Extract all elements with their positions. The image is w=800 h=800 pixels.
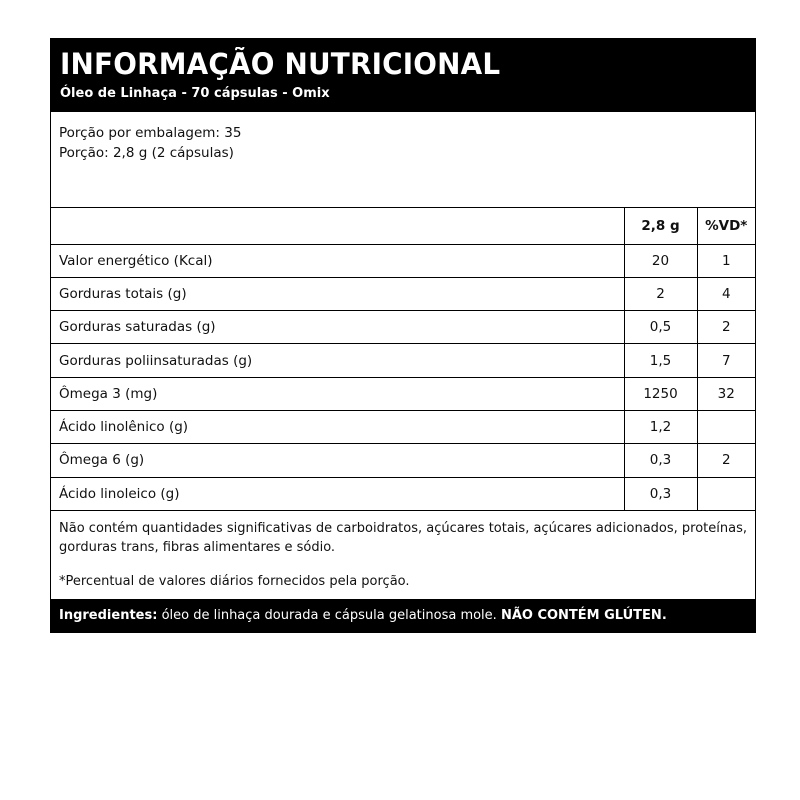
table-row bbox=[51, 477, 755, 510]
nutrient-vd: 7 bbox=[697, 344, 755, 377]
product-name: Óleo de Linhaça - 70 cápsulas - Omix bbox=[60, 86, 330, 101]
portions-per-package: Porção por embalagem: 35 bbox=[59, 125, 242, 141]
table-row bbox=[51, 311, 755, 344]
serving-size: Porção: 2,8 g (2 cápsulas) bbox=[59, 145, 234, 161]
table-row bbox=[51, 244, 755, 277]
header-nutrient bbox=[51, 208, 624, 244]
nutrient-amount: 20 bbox=[624, 244, 697, 277]
nutrient-vd: 2 bbox=[697, 311, 755, 344]
label-title: INFORMAÇÃO NUTRICIONAL bbox=[60, 47, 501, 81]
gluten-warning: NÃO CONTÉM GLÚTEN. bbox=[500, 607, 667, 623]
ingredients-text: óleo de linhaça dourada e cápsula gelatinosa mole. bbox=[157, 607, 501, 623]
nutrient-vd: 1 bbox=[697, 244, 755, 277]
nutrient-amount: 1,5 bbox=[624, 344, 697, 377]
nutrient-amount: 0,5 bbox=[624, 311, 697, 344]
nutrient-name: Gorduras totais (g) bbox=[51, 277, 624, 310]
header-vd: %VD* bbox=[697, 208, 755, 244]
label-header bbox=[51, 39, 755, 112]
nutrient-name: Ácido linoleico (g) bbox=[51, 477, 624, 510]
nutrient-amount: 0,3 bbox=[624, 444, 697, 477]
header-amount: 2,8 g bbox=[624, 208, 697, 244]
nutrition-table bbox=[51, 208, 755, 511]
table-row bbox=[51, 444, 755, 477]
percent-note: *Percentual de valores diários fornecidos pela porção. bbox=[59, 573, 410, 589]
nutrient-vd: 32 bbox=[697, 377, 755, 410]
ingredients-bar bbox=[51, 599, 755, 632]
nutrient-name: Gorduras poliinsaturadas (g) bbox=[51, 344, 624, 377]
nutrition-label bbox=[50, 38, 756, 633]
ingredients-label: Ingredientes: bbox=[59, 607, 158, 623]
table-row bbox=[51, 377, 755, 410]
label-notes bbox=[51, 511, 755, 591]
nutrient-vd bbox=[697, 477, 755, 510]
nutrient-vd: 4 bbox=[697, 277, 755, 310]
table-row bbox=[51, 344, 755, 377]
nutrient-vd bbox=[697, 410, 755, 443]
nutrient-vd: 2 bbox=[697, 444, 755, 477]
nutrient-name: Ômega 3 (mg) bbox=[51, 377, 624, 410]
nutrient-name: Ômega 6 (g) bbox=[51, 444, 624, 477]
nutrient-name: Ácido linolênico (g) bbox=[51, 410, 624, 443]
nutrient-name: Valor energético (Kcal) bbox=[51, 244, 624, 277]
table-row bbox=[51, 410, 755, 443]
nutrient-amount: 0,3 bbox=[624, 477, 697, 510]
table-header-row bbox=[51, 208, 755, 244]
disclaimer-text: Não contém quantidades significativas de carboidratos, açúcares totais, açúcares adicionados, proteínas, gorduras trans, fibras alimentares e sódio. bbox=[59, 520, 747, 555]
nutrient-amount: 1,2 bbox=[624, 410, 697, 443]
nutrient-name: Gorduras saturadas (g) bbox=[51, 311, 624, 344]
portion-info bbox=[51, 112, 755, 208]
table-row bbox=[51, 277, 755, 310]
nutrient-amount: 2 bbox=[624, 277, 697, 310]
nutrient-amount: 1250 bbox=[624, 377, 697, 410]
